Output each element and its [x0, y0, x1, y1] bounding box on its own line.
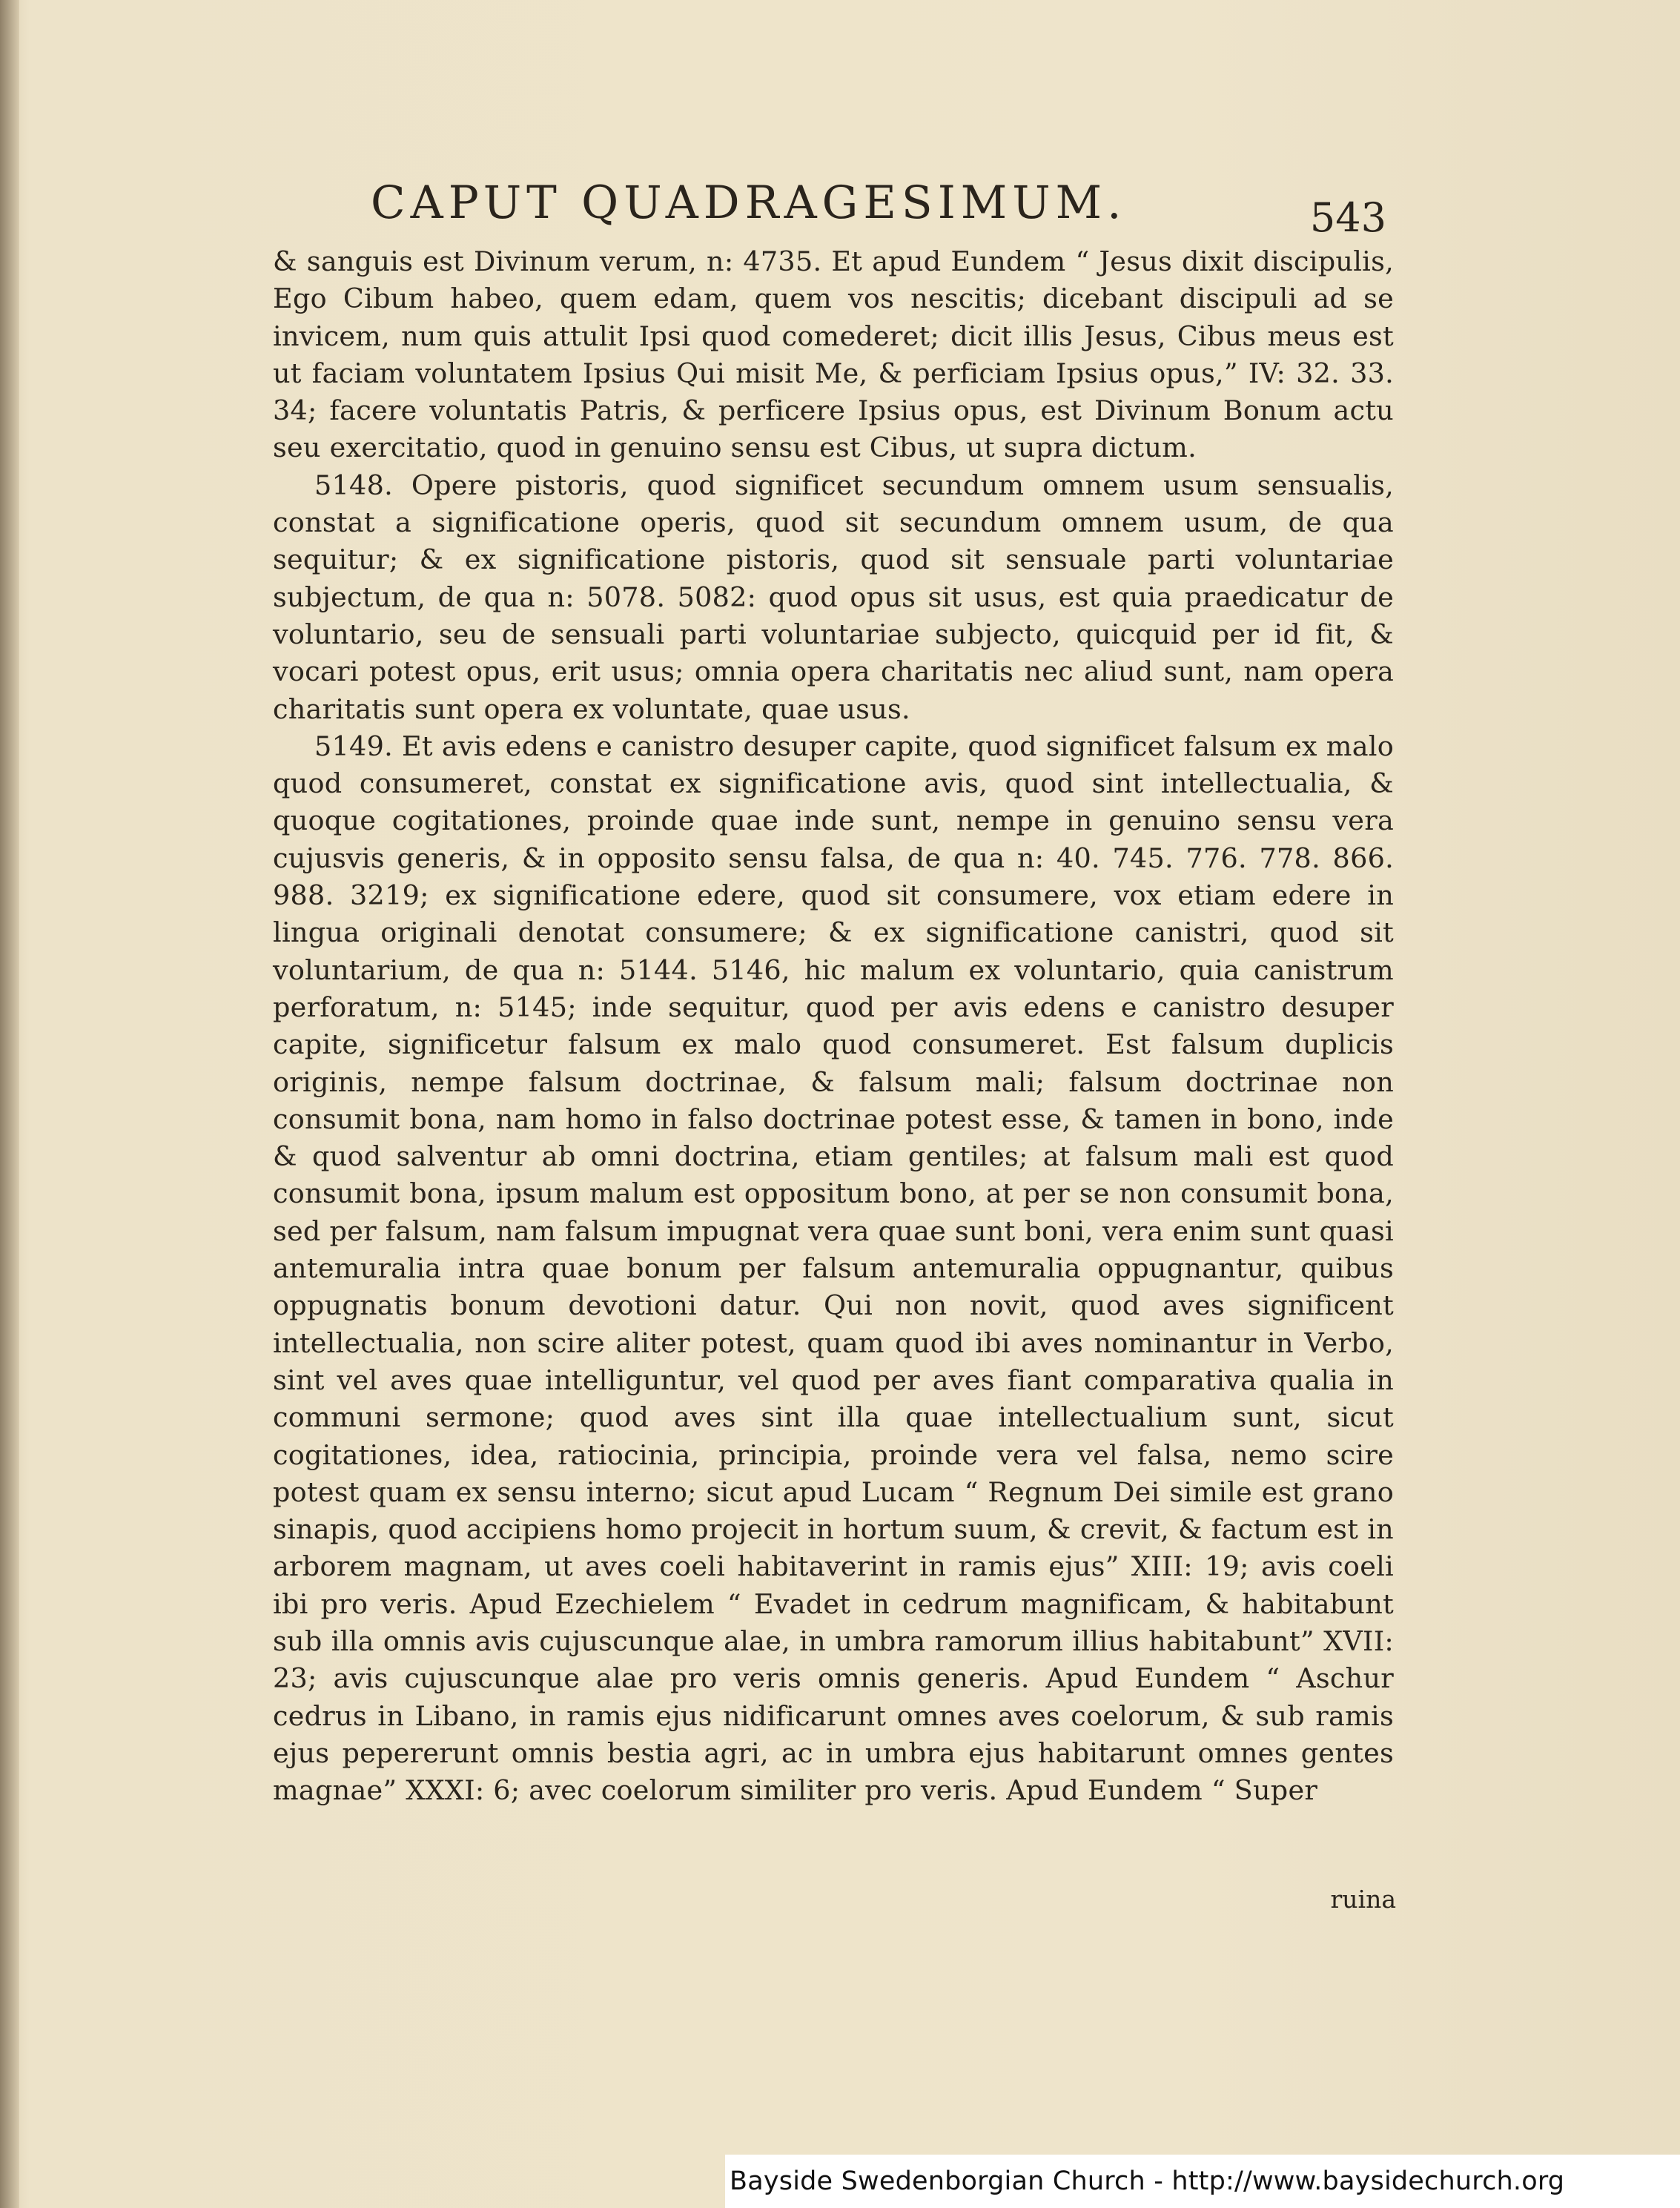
paragraph-continuation: & sanguis est Divinum verum, n: 4735. Et apud Eundem “ Jesus dixit discipulis, Ego Cibum habeo, quem edam, quem vos nescitis; dicebant discipuli ad se invicem, num quis attulit Ipsi quod comederet; dicit illis Jesus, Cibus meus est ut faciam voluntatem Ipsius Qui misit Me, & perficiam Ipsius opus,” IV: 32. 33. 34; facere voluntatis Patris, & perficere Ipsius opus, est Divinum Bonum actu seu exercitatio, quod in genuino sensu est Cibus, ut supra dictum.: [273, 245, 1394, 464]
paragraph-5148: 5148. Opere pistoris, quod significet secundum omnem usum sensualis, constat a significatione operis, quod sit secundum omnem usum, de qua sequitur; & ex significatione pistoris, quod sit sensuale parti voluntariae subjectum, de qua n: 5078. 5082: quod opus sit usus, est quia praedicatur de voluntario, seu de sensuali parti voluntariae subjecto, quicquid per id fit, & vocari potest opus, erit usus; omnia opera charitatis nec aliud sunt, nam opera charitatis sunt opera ex voluntate, quae usus.: [273, 469, 1394, 725]
paragraph-5149: 5149. Et avis edens e canistro desuper capite, quod significet falsum ex malo quod consumeret, constat ex significatione avis, quod sint intellectualia, & quoque cogitationes, proinde quae inde sunt, nempe in genuino sensu vera cujusvis generis, & in opposito sensu falsa, de qua n: 40. 745. 776. 778. 866. 988. 3219; ex significatione edere, quod sit consumere, vox etiam edere in lingua originali denotat consumere; & ex significatione canistri, quod sit voluntarium, de qua n: 5144. 5146, hic malum ex voluntario, quia canistrum perforatum, n: 5145; inde sequitur, quod per avis edens e canistro desuper capite, significetur falsum ex malo quod consumeret. Est falsum duplicis originis, nempe falsum doctrinae, & falsum mali; falsum doctrinae non consumit bona, nam homo in falso doctrinae potest esse, & tamen in bono, inde & quod salventur ab omni doctrina, etiam gentiles; at falsum mali est quod consumit bona, ipsum malum est oppositum bono, at per se non consumit bona, sed per falsum, nam falsum impugnat vera quae sunt boni, vera enim sunt quasi antemuralia intra quae bonum per falsum antemuralia oppugnantur, quibus oppugnatis bonum devotioni datur. Qui non novit, quod aves significent intellectualia, non scire aliter potest, quam quod ibi aves nominantur in Verbo, sint vel aves quae intelliguntur, vel quod per aves fiant comparativa qualia in communi sermone; quod aves sint illa quae intellectualium sunt, sicut cogitationes, idea, ratiocinia, principia, proinde vera vel falsa, nemo scire potest quam ex sensu interno; sicut apud Lucam “ Regnum Dei simile est grano sinapis, quod accipiens homo projecit in hortum suum, & crevit, & factum est in arborem magnam, ut aves coeli habitaverint in ramis ejus” XIII: 19; avis coeli ibi pro veris. Apud Ezechielem “ Evadet in cedrum magnificam, & habitabunt sub illa omnis avis cujuscunque alae, in umbra ramorum illius habitabunt” XVII: 23; avis cujuscunque alae pro veris omnis generis. Apud Eundem “ Aschur cedrus in Libano, in ramis ejus nidificarunt omnes aves coelorum, & sub ramis ejus pepererunt omnis bestia agri, ac in umbra ejus habitarunt omnes gentes magnae” XXXI: 6; avec coelorum similiter pro veris. Apud Eundem “ Super: [273, 730, 1394, 1807]
body-text: [273, 243, 1394, 1809]
catchword: ruina: [1330, 1885, 1396, 1914]
running-title: CAPUT QUADRAGESIMUM.: [371, 176, 1127, 229]
page-number: 543: [1309, 194, 1386, 241]
watermark-text: Bayside Swedenborgian Church - http://www.baysidechurch.org: [730, 2166, 1565, 2196]
watermark-banner: [725, 2155, 1680, 2208]
page-header: [371, 176, 1386, 241]
binding-shadow: [0, 0, 19, 2208]
